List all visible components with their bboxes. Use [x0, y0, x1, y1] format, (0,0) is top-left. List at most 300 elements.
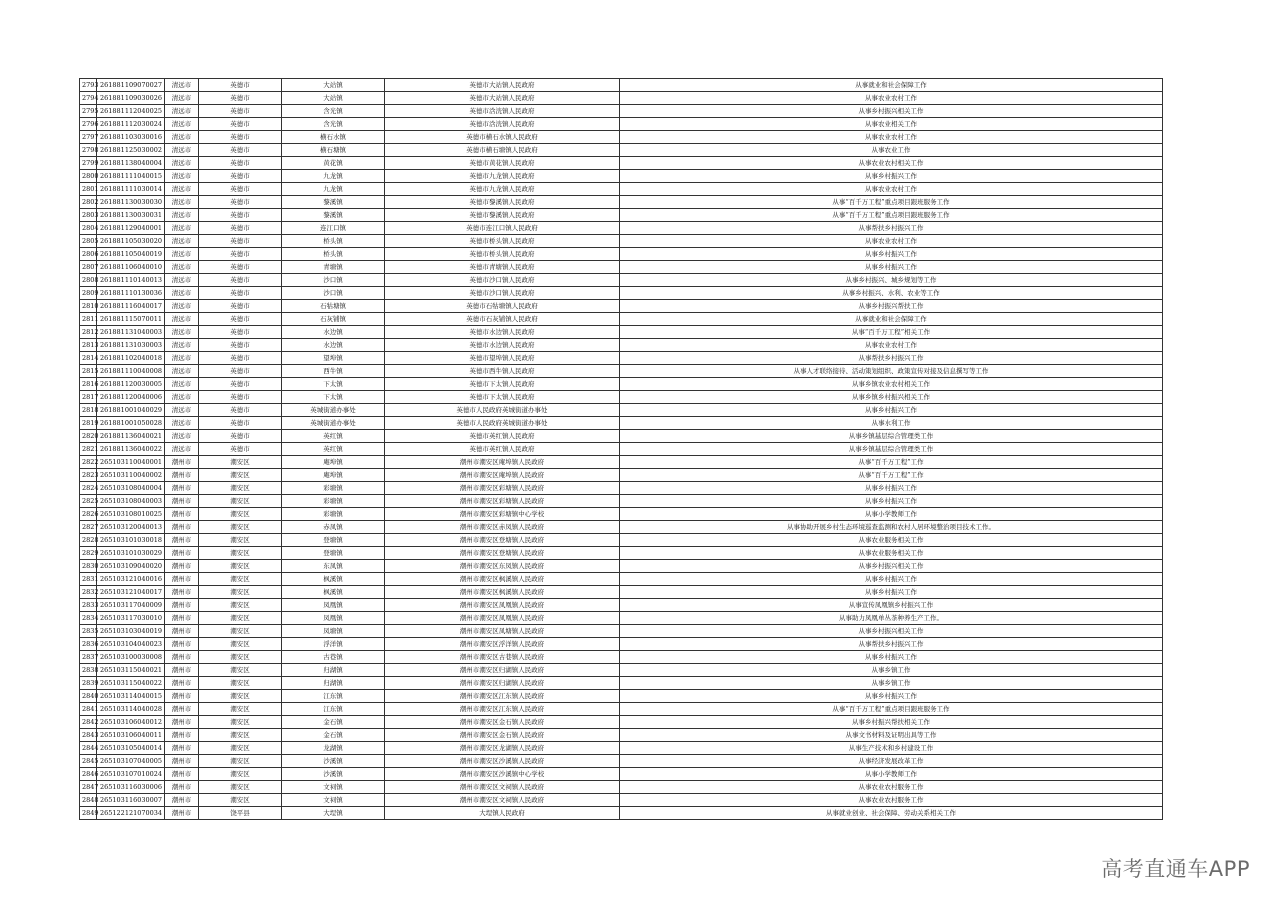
position-code-cell: 265103106040011: [97, 729, 165, 742]
town-cell: 金石镇: [282, 729, 385, 742]
row-number-cell: 2805: [80, 235, 97, 248]
job-description-cell: 从事农业农村相关工作: [620, 157, 1163, 170]
job-description-cell: 从事帮扶乡村振兴工作: [620, 222, 1163, 235]
employer-cell: 潮州市潮安区枫溪镇人民政府: [385, 586, 620, 599]
position-code-cell: 265103103040019: [97, 625, 165, 638]
position-code-cell: 261881125030002: [97, 144, 165, 157]
table-row: [80, 638, 1163, 651]
town-cell: 含光镇: [282, 105, 385, 118]
city-cell: 清远市: [165, 131, 199, 144]
position-table: [79, 78, 1163, 820]
row-number-cell: 2806: [80, 248, 97, 261]
table-row: [80, 521, 1163, 534]
table-row: [80, 235, 1163, 248]
row-number-cell: 2820: [80, 430, 97, 443]
job-description-cell: 从事农业农村工作: [620, 339, 1163, 352]
city-cell: 潮州市: [165, 807, 199, 820]
job-description-cell: 从事“百千万工程”重点项目跟班服务工作: [620, 209, 1163, 222]
position-code-cell: 261881110040008: [97, 365, 165, 378]
town-cell: 桥头镇: [282, 235, 385, 248]
district-cell: 潮安区: [199, 482, 282, 495]
job-description-cell: 从事乡村振兴工作: [620, 495, 1163, 508]
row-number-cell: 2826: [80, 508, 97, 521]
city-cell: 清远市: [165, 365, 199, 378]
employer-cell: 英德市英红镇人民政府: [385, 443, 620, 456]
row-number-cell: 2796: [80, 118, 97, 131]
job-description-cell: 从事协助开展乡村生态环境巡查监测和农村人居环境整治项目技术工作。: [620, 521, 1163, 534]
row-number-cell: 2824: [80, 482, 97, 495]
employer-cell: 潮州市潮安区枫溪镇人民政府: [385, 573, 620, 586]
position-code-cell: 261881131030003: [97, 339, 165, 352]
table-row: [80, 612, 1163, 625]
district-cell: 英德市: [199, 118, 282, 131]
town-cell: 金石镇: [282, 716, 385, 729]
position-code-cell: 265103117030010: [97, 612, 165, 625]
position-code-cell: 261881105040019: [97, 248, 165, 261]
city-cell: 清远市: [165, 391, 199, 404]
table-row: [80, 742, 1163, 755]
position-code-cell: 261881112030024: [97, 118, 165, 131]
town-cell: 黎溪镇: [282, 209, 385, 222]
city-cell: 潮州市: [165, 495, 199, 508]
district-cell: 潮安区: [199, 716, 282, 729]
row-number-cell: 2807: [80, 261, 97, 274]
district-cell: 英德市: [199, 248, 282, 261]
table-row: [80, 768, 1163, 781]
town-cell: 横石水镇: [282, 131, 385, 144]
town-cell: 赤凤镇: [282, 521, 385, 534]
position-code-cell: 265103108010025: [97, 508, 165, 521]
row-number-cell: 2836: [80, 638, 97, 651]
job-description-cell: 从事“百千万工程”相关工作: [620, 326, 1163, 339]
row-number-cell: 2822: [80, 456, 97, 469]
row-number-cell: 2816: [80, 378, 97, 391]
city-cell: 清远市: [165, 209, 199, 222]
position-code-cell: 261881111040015: [97, 170, 165, 183]
district-cell: 英德市: [199, 352, 282, 365]
city-cell: 清远市: [165, 274, 199, 287]
row-number-cell: 2841: [80, 703, 97, 716]
city-cell: 清远市: [165, 404, 199, 417]
employer-cell: 潮州市潮安区龙湖镇人民政府: [385, 742, 620, 755]
job-description-cell: 从事乡村振兴、城乡规划等工作: [620, 274, 1163, 287]
position-code-cell: 261881110140013: [97, 274, 165, 287]
position-code-cell: 265103101030018: [97, 534, 165, 547]
employer-cell: 潮州市潮安区东凤镇人民政府: [385, 560, 620, 573]
position-code-cell: 265103105040014: [97, 742, 165, 755]
city-cell: 清远市: [165, 105, 199, 118]
city-cell: 潮州市: [165, 534, 199, 547]
row-number-cell: 2830: [80, 560, 97, 573]
town-cell: 彩塘镇: [282, 508, 385, 521]
city-cell: 清远市: [165, 248, 199, 261]
job-description-cell: 从事乡村振兴工作: [620, 586, 1163, 599]
position-code-cell: 261881103030016: [97, 131, 165, 144]
job-description-cell: 从事农业农村服务工作: [620, 781, 1163, 794]
town-cell: 枫溪镇: [282, 586, 385, 599]
employer-cell: 潮州市潮安区金石镇人民政府: [385, 729, 620, 742]
district-cell: 英德市: [199, 313, 282, 326]
row-number-cell: 2812: [80, 326, 97, 339]
row-number-cell: 2849: [80, 807, 97, 820]
town-cell: 庵埠镇: [282, 469, 385, 482]
city-cell: 清远市: [165, 287, 199, 300]
table-row: [80, 755, 1163, 768]
district-cell: 潮安区: [199, 599, 282, 612]
table-row: [80, 92, 1163, 105]
employer-cell: 英德市九龙镇人民政府: [385, 170, 620, 183]
town-cell: 江东镇: [282, 703, 385, 716]
district-cell: 潮安区: [199, 612, 282, 625]
town-cell: 水边镇: [282, 339, 385, 352]
employer-cell: 潮州市潮安区凤塘镇人民政府: [385, 625, 620, 638]
position-code-cell: 261881001040029: [97, 404, 165, 417]
district-cell: 潮安区: [199, 534, 282, 547]
row-number-cell: 2803: [80, 209, 97, 222]
employer-cell: 英德市水边镇人民政府: [385, 339, 620, 352]
town-cell: 古巷镇: [282, 651, 385, 664]
city-cell: 潮州市: [165, 508, 199, 521]
town-cell: 英城街道办事处: [282, 404, 385, 417]
table-row: [80, 417, 1163, 430]
district-cell: 潮安区: [199, 469, 282, 482]
city-cell: 清远市: [165, 339, 199, 352]
job-description-cell: 从事人才联络接待、活动策划组织、政策宣传对接及信息撰写等工作: [620, 365, 1163, 378]
town-cell: 沙口镇: [282, 274, 385, 287]
town-cell: 含光镇: [282, 118, 385, 131]
position-code-cell: 261881106040010: [97, 261, 165, 274]
job-description-cell: 从事小学教师工作: [620, 508, 1163, 521]
position-code-cell: 265103106040012: [97, 716, 165, 729]
district-cell: 潮安区: [199, 495, 282, 508]
town-cell: 大站镇: [282, 92, 385, 105]
row-number-cell: 2848: [80, 794, 97, 807]
job-description-cell: 从事帮扶乡村振兴工作: [620, 638, 1163, 651]
city-cell: 清远市: [165, 79, 199, 92]
employer-cell: 英德市连江口镇人民政府: [385, 222, 620, 235]
employer-cell: 英德市下太镇人民政府: [385, 391, 620, 404]
town-cell: 石灰铺镇: [282, 313, 385, 326]
row-number-cell: 2817: [80, 391, 97, 404]
district-cell: 潮安区: [199, 456, 282, 469]
employer-cell: 大埕镇人民政府: [385, 807, 620, 820]
table-row: [80, 443, 1163, 456]
row-number-cell: 2821: [80, 443, 97, 456]
table-row: [80, 313, 1163, 326]
position-code-cell: 265103114040028: [97, 703, 165, 716]
row-number-cell: 2794: [80, 92, 97, 105]
job-description-cell: 从事乡村振兴工作: [620, 261, 1163, 274]
job-description-cell: 从事就业创业、社会保障、劳动关系相关工作: [620, 807, 1163, 820]
position-code-cell: 261881111030014: [97, 183, 165, 196]
row-number-cell: 2798: [80, 144, 97, 157]
row-number-cell: 2795: [80, 105, 97, 118]
city-cell: 清远市: [165, 183, 199, 196]
town-cell: 彩塘镇: [282, 495, 385, 508]
row-number-cell: 2814: [80, 352, 97, 365]
employer-cell: 英德市青塘镇人民政府: [385, 261, 620, 274]
town-cell: 大站镇: [282, 79, 385, 92]
employer-cell: 潮州市潮安区沙溪镇中心学校: [385, 768, 620, 781]
city-cell: 清远市: [165, 300, 199, 313]
table-row: [80, 794, 1163, 807]
job-description-cell: 从事农业工作: [620, 144, 1163, 157]
city-cell: 清远市: [165, 118, 199, 131]
table-row: [80, 508, 1163, 521]
city-cell: 清远市: [165, 261, 199, 274]
district-cell: 潮安区: [199, 651, 282, 664]
employer-cell: 潮州市潮安区江东镇人民政府: [385, 690, 620, 703]
row-number-cell: 2835: [80, 625, 97, 638]
district-cell: 英德市: [199, 196, 282, 209]
town-cell: 下太镇: [282, 378, 385, 391]
row-number-cell: 2804: [80, 222, 97, 235]
employer-cell: 英德市石灰铺镇人民政府: [385, 313, 620, 326]
table-row: [80, 378, 1163, 391]
city-cell: 潮州市: [165, 456, 199, 469]
table-row: [80, 586, 1163, 599]
employer-cell: 潮州市潮安区彩塘镇人民政府: [385, 482, 620, 495]
town-cell: 枫溪镇: [282, 573, 385, 586]
position-table-body: [80, 79, 1163, 820]
table-row: [80, 534, 1163, 547]
table-row: [80, 105, 1163, 118]
employer-cell: 英德市浛洸镇人民政府: [385, 118, 620, 131]
district-cell: 英德市: [199, 365, 282, 378]
job-description-cell: 从事文书材料及证明出具等工作: [620, 729, 1163, 742]
position-code-cell: 265103104040023: [97, 638, 165, 651]
district-cell: 英德市: [199, 92, 282, 105]
row-number-cell: 2838: [80, 664, 97, 677]
position-code-cell: 261881120030005: [97, 378, 165, 391]
watermark-text: 高考直通车APP: [1101, 857, 1250, 881]
city-cell: 潮州市: [165, 716, 199, 729]
town-cell: 望埠镇: [282, 352, 385, 365]
town-cell: 庵埠镇: [282, 456, 385, 469]
row-number-cell: 2832: [80, 586, 97, 599]
position-code-cell: 261881110130036: [97, 287, 165, 300]
position-code-cell: 261881130030030: [97, 196, 165, 209]
position-code-cell: 265103117040009: [97, 599, 165, 612]
table-row: [80, 170, 1163, 183]
position-code-cell: 261881112040025: [97, 105, 165, 118]
job-description-cell: 从事经济发展改革工作: [620, 755, 1163, 768]
row-number-cell: 2825: [80, 495, 97, 508]
table-row: [80, 157, 1163, 170]
table-row: [80, 248, 1163, 261]
city-cell: 潮州市: [165, 794, 199, 807]
table-row: [80, 690, 1163, 703]
table-row: [80, 716, 1163, 729]
town-cell: 江东镇: [282, 690, 385, 703]
city-cell: 潮州市: [165, 690, 199, 703]
position-code-cell: 265103115040021: [97, 664, 165, 677]
district-cell: 潮安区: [199, 703, 282, 716]
city-cell: 潮州市: [165, 599, 199, 612]
district-cell: 英德市: [199, 183, 282, 196]
employer-cell: 潮州市潮安区江东镇人民政府: [385, 703, 620, 716]
district-cell: 饶平县: [199, 807, 282, 820]
row-number-cell: 2834: [80, 612, 97, 625]
employer-cell: 潮州市潮安区彩塘镇人民政府: [385, 495, 620, 508]
town-cell: 龙湖镇: [282, 742, 385, 755]
city-cell: 清远市: [165, 144, 199, 157]
town-cell: 大埕镇: [282, 807, 385, 820]
district-cell: 英德市: [199, 131, 282, 144]
city-cell: 潮州市: [165, 651, 199, 664]
job-description-cell: 从事乡村振兴工作: [620, 482, 1163, 495]
row-number-cell: 2840: [80, 690, 97, 703]
district-cell: 潮安区: [199, 677, 282, 690]
position-code-cell: 261881120040006: [97, 391, 165, 404]
table-row: [80, 430, 1163, 443]
town-cell: 沙溪镇: [282, 755, 385, 768]
job-description-cell: 从事“百千万工程”重点项目跟班服务工作: [620, 703, 1163, 716]
table-row: [80, 573, 1163, 586]
district-cell: 潮安区: [199, 508, 282, 521]
city-cell: 清远市: [165, 157, 199, 170]
employer-cell: 英德市浛洸镇人民政府: [385, 105, 620, 118]
job-description-cell: 从事农业服务相关工作: [620, 547, 1163, 560]
city-cell: 清远市: [165, 235, 199, 248]
job-description-cell: 从事农业服务相关工作: [620, 534, 1163, 547]
employer-cell: 英德市横石塘镇人民政府: [385, 144, 620, 157]
row-number-cell: 2823: [80, 469, 97, 482]
row-number-cell: 2837: [80, 651, 97, 664]
job-description-cell: 从事农业农村工作: [620, 131, 1163, 144]
town-cell: 下太镇: [282, 391, 385, 404]
employer-cell: 潮州市潮安区沙溪镇人民政府: [385, 755, 620, 768]
row-number-cell: 2842: [80, 716, 97, 729]
city-cell: 潮州市: [165, 547, 199, 560]
table-row: [80, 261, 1163, 274]
town-cell: 黎溪镇: [282, 196, 385, 209]
job-description-cell: 从事农业相关工作: [620, 118, 1163, 131]
job-description-cell: 从事乡村振兴工作: [620, 573, 1163, 586]
district-cell: 潮安区: [199, 768, 282, 781]
district-cell: 英德市: [199, 339, 282, 352]
district-cell: 潮安区: [199, 547, 282, 560]
city-cell: 潮州市: [165, 573, 199, 586]
job-description-cell: 从事“百千万工程”工作: [620, 456, 1163, 469]
city-cell: 清远市: [165, 222, 199, 235]
job-description-cell: 从事小学教师工作: [620, 768, 1163, 781]
district-cell: 潮安区: [199, 755, 282, 768]
employer-cell: 英德市大站镇人民政府: [385, 79, 620, 92]
city-cell: 清远市: [165, 378, 199, 391]
job-description-cell: 从事农业农村工作: [620, 92, 1163, 105]
town-cell: 凤凰镇: [282, 612, 385, 625]
town-cell: 沙口镇: [282, 287, 385, 300]
district-cell: 英德市: [199, 443, 282, 456]
job-description-cell: 从事乡镇农业农村相关工作: [620, 378, 1163, 391]
district-cell: 潮安区: [199, 794, 282, 807]
employer-cell: 潮州市潮安区古巷镇人民政府: [385, 651, 620, 664]
town-cell: 英红镇: [282, 430, 385, 443]
row-number-cell: 2846: [80, 768, 97, 781]
city-cell: 清远市: [165, 430, 199, 443]
job-description-cell: 从事乡村振兴相关工作: [620, 625, 1163, 638]
position-code-cell: 261881102040018: [97, 352, 165, 365]
position-code-cell: 265103101030029: [97, 547, 165, 560]
district-cell: 英德市: [199, 261, 282, 274]
position-code-cell: 261881001050028: [97, 417, 165, 430]
row-number-cell: 2801: [80, 183, 97, 196]
city-cell: 清远市: [165, 443, 199, 456]
table-row: [80, 807, 1163, 820]
district-cell: 英德市: [199, 430, 282, 443]
position-code-cell: 265103109040020: [97, 560, 165, 573]
position-code-cell: 261881105030020: [97, 235, 165, 248]
job-description-cell: 从事乡镇基层综合管理类工作: [620, 443, 1163, 456]
town-cell: 浮洋镇: [282, 638, 385, 651]
city-cell: 潮州市: [165, 469, 199, 482]
job-description-cell: 从事农业农村工作: [620, 183, 1163, 196]
row-number-cell: 2819: [80, 417, 97, 430]
employer-cell: 潮州市潮安区庵埠镇人民政府: [385, 456, 620, 469]
position-code-cell: 261881130030031: [97, 209, 165, 222]
city-cell: 清远市: [165, 170, 199, 183]
city-cell: 清远市: [165, 326, 199, 339]
city-cell: 潮州市: [165, 742, 199, 755]
district-cell: 英德市: [199, 235, 282, 248]
employer-cell: 英德市沙口镇人民政府: [385, 287, 620, 300]
table-row: [80, 599, 1163, 612]
employer-cell: 潮州市潮安区浮洋镇人民政府: [385, 638, 620, 651]
town-cell: 黄花镇: [282, 157, 385, 170]
city-cell: 潮州市: [165, 677, 199, 690]
table-row: [80, 664, 1163, 677]
employer-cell: 潮州市潮安区彩塘镇中心学校: [385, 508, 620, 521]
row-number-cell: 2843: [80, 729, 97, 742]
employer-cell: 潮州市潮安区登塘镇人民政府: [385, 547, 620, 560]
town-cell: 凤塘镇: [282, 625, 385, 638]
city-cell: 清远市: [165, 313, 199, 326]
city-cell: 潮州市: [165, 755, 199, 768]
city-cell: 潮州市: [165, 625, 199, 638]
job-description-cell: 从事乡村振兴相关工作: [620, 560, 1163, 573]
employer-cell: 英德市横石水镇人民政府: [385, 131, 620, 144]
district-cell: 潮安区: [199, 664, 282, 677]
row-number-cell: 2815: [80, 365, 97, 378]
row-number-cell: 2845: [80, 755, 97, 768]
job-description-cell: 从事乡镇乡村振兴相关工作: [620, 391, 1163, 404]
table-row: [80, 287, 1163, 300]
job-description-cell: 从事乡村振兴工作: [620, 690, 1163, 703]
town-cell: 登塘镇: [282, 547, 385, 560]
row-number-cell: 2831: [80, 573, 97, 586]
district-cell: 潮安区: [199, 638, 282, 651]
table-row: [80, 547, 1163, 560]
position-code-cell: 265103121040016: [97, 573, 165, 586]
town-cell: 沙溪镇: [282, 768, 385, 781]
job-description-cell: 从事“百千万工程”工作: [620, 469, 1163, 482]
district-cell: 潮安区: [199, 586, 282, 599]
district-cell: 英德市: [199, 79, 282, 92]
row-number-cell: 2797: [80, 131, 97, 144]
district-cell: 英德市: [199, 170, 282, 183]
table-row: [80, 495, 1163, 508]
position-code-cell: 265103110040001: [97, 456, 165, 469]
job-description-cell: 从事生产技术和乡村建设工作: [620, 742, 1163, 755]
job-description-cell: 从事农业农村服务工作: [620, 794, 1163, 807]
employer-cell: 英德市桥头镇人民政府: [385, 235, 620, 248]
job-description-cell: 从事乡村振兴、水利、农业等工作: [620, 287, 1163, 300]
district-cell: 英德市: [199, 378, 282, 391]
town-cell: 连江口镇: [282, 222, 385, 235]
position-code-cell: 265103108040003: [97, 495, 165, 508]
row-number-cell: 2828: [80, 534, 97, 547]
